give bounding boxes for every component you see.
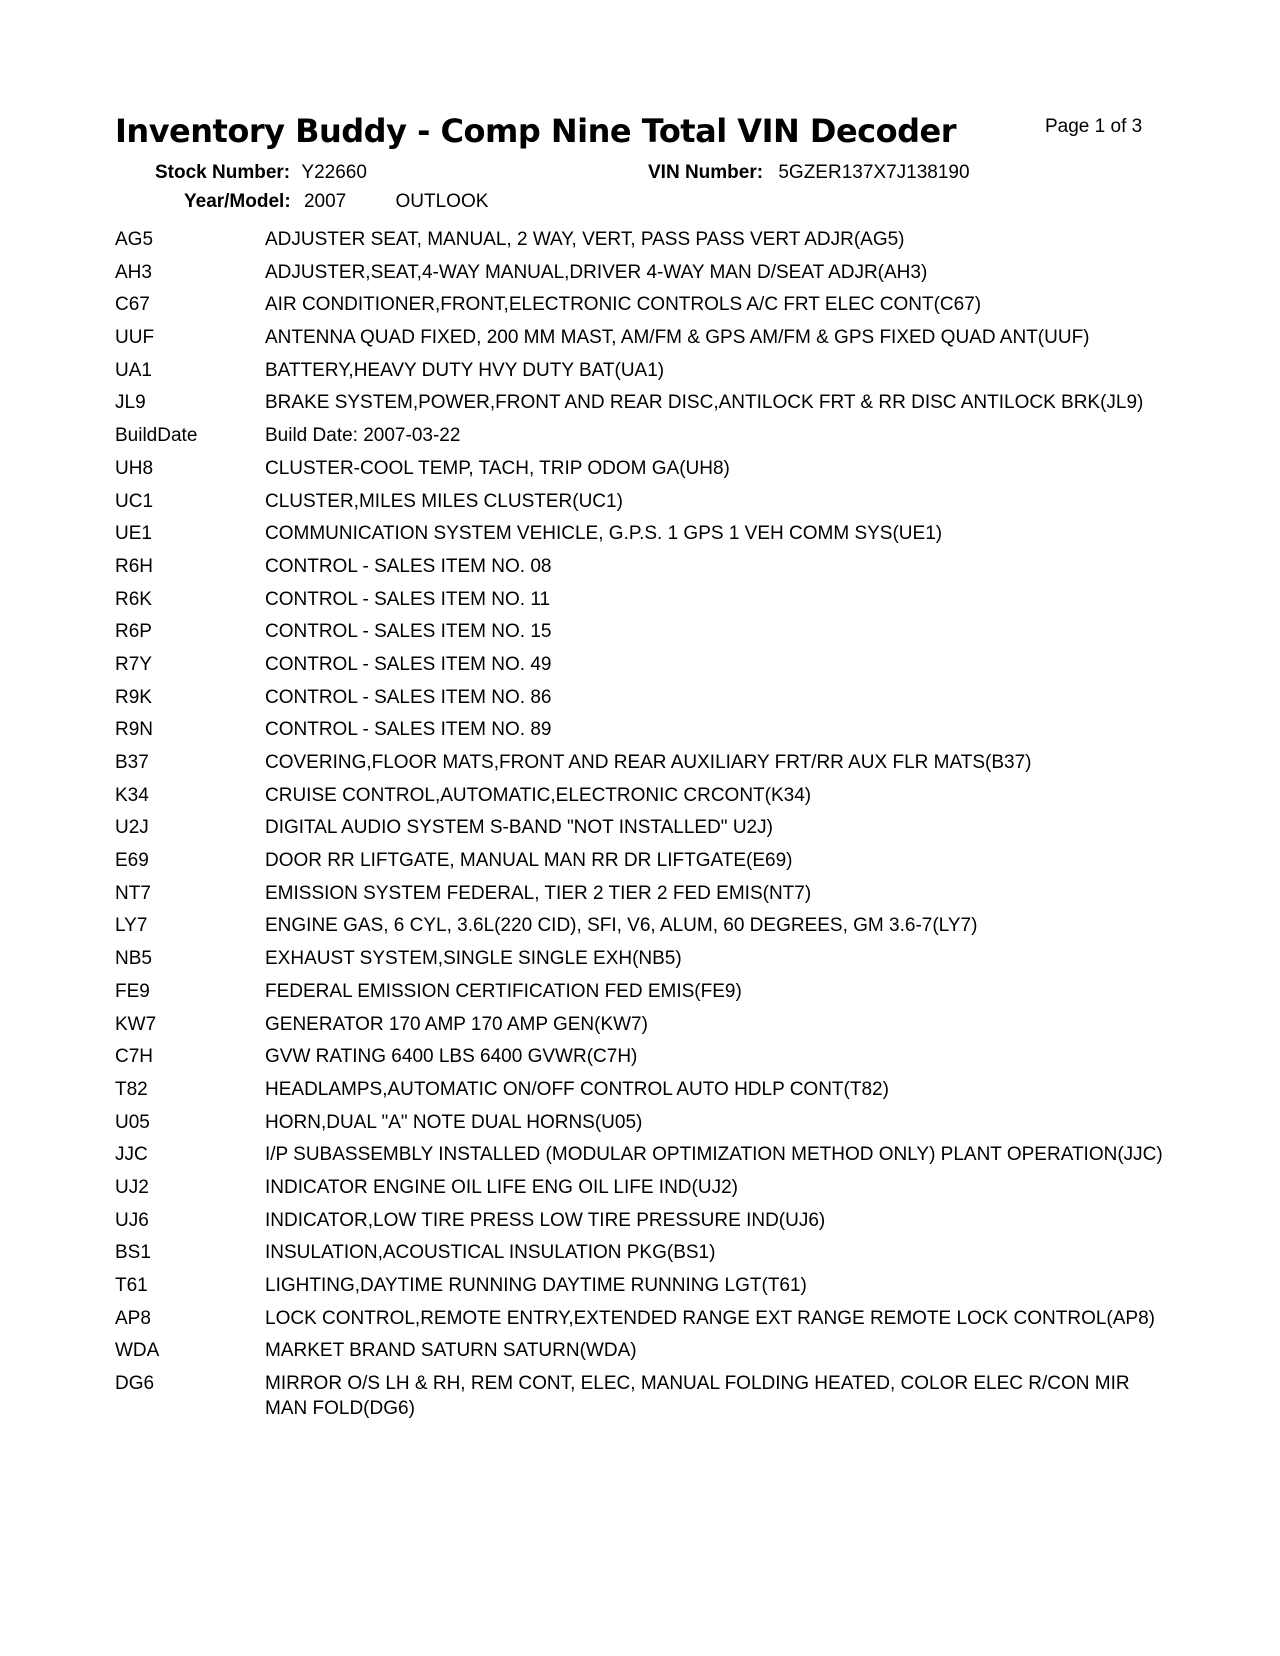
option-row: [115, 522, 1165, 547]
option-description: HORN,DUAL "A" NOTE DUAL HORNS(U05): [265, 1111, 643, 1133]
option-description: Build Date: 2007-03-22: [265, 425, 461, 447]
option-row: [115, 620, 1165, 645]
option-row: [115, 1307, 1165, 1332]
option-row: [115, 849, 1165, 874]
option-description: HEADLAMPS,AUTOMATIC ON/OFF CONTROL AUTO HDLP CONT(T82): [265, 1078, 889, 1100]
option-row: [115, 261, 1165, 286]
option-row: [115, 784, 1165, 809]
option-description: COMMUNICATION SYSTEM VEHICLE, G.P.S. 1 GPS 1 VEH COMM SYS(UE1): [265, 523, 943, 545]
model-value: OUTLOOK: [395, 191, 489, 212]
option-code-list: [115, 228, 1165, 1429]
option-row: [115, 457, 1165, 482]
stock-number-field: [155, 162, 367, 184]
option-description: BATTERY,HEAVY DUTY HVY DUTY BAT(UA1): [265, 359, 665, 381]
option-row: [115, 228, 1165, 253]
option-row: [115, 1013, 1165, 1038]
option-description: AIR CONDITIONER,FRONT,ELECTRONIC CONTROLS A/C FRT ELEC CONT(C67): [265, 294, 982, 316]
stock-number-value: Y22660: [301, 162, 367, 183]
option-description: BRAKE SYSTEM,POWER,FRONT AND REAR DISC,ANTILOCK FRT & RR DISC ANTILOCK BRK(JL9): [265, 392, 1144, 414]
option-code: UUF: [115, 327, 155, 349]
option-row: [115, 751, 1165, 776]
option-description: COVERING,FLOOR MATS,FRONT AND REAR AUXILIARY FRT/RR AUX FLR MATS(B37): [265, 752, 1032, 773]
option-description: LIGHTING,DAYTIME RUNNING DAYTIME RUNNING LGT(T61): [265, 1275, 807, 1296]
vin-number-field: [648, 162, 970, 184]
option-description: MARKET BRAND SATURN SATURN(WDA): [265, 1340, 637, 1362]
option-description: GVW RATING 6400 LBS 6400 GVWR(C7H): [265, 1046, 638, 1068]
option-code: R7Y: [115, 653, 152, 675]
option-code: R6K: [115, 588, 152, 610]
option-code: UH8: [115, 457, 154, 479]
option-code: T82: [115, 1078, 148, 1100]
vin-number-label: VIN Number:: [648, 162, 764, 183]
option-description: GENERATOR 170 AMP 170 AMP GEN(KW7): [265, 1013, 648, 1035]
option-row: [115, 1209, 1165, 1234]
option-row: [115, 718, 1165, 743]
option-description: INDICATOR ENGINE OIL LIFE ENG OIL LIFE IND(UJ2): [265, 1176, 738, 1198]
option-code: U2J: [115, 817, 149, 839]
option-code: BS1: [115, 1242, 151, 1264]
option-description: ADJUSTER,SEAT,4-WAY MANUAL,DRIVER 4-WAY MAN D/SEAT ADJR(AH3): [265, 261, 928, 283]
option-row: [115, 359, 1165, 384]
option-code: UJ6: [115, 1209, 149, 1231]
option-code: WDA: [115, 1340, 160, 1362]
option-code: UC1: [115, 490, 154, 512]
year-model-field: [184, 191, 488, 213]
option-description: CONTROL - SALES ITEM NO. 15: [265, 621, 552, 643]
option-code: R6P: [115, 621, 152, 643]
option-code: NT7: [115, 882, 151, 904]
option-row: [115, 1078, 1165, 1103]
page-number: Page 1 of 3: [1045, 116, 1143, 137]
option-code: T61: [115, 1275, 148, 1296]
option-row: [115, 1339, 1165, 1364]
option-row: [115, 1241, 1165, 1266]
option-code: E69: [115, 850, 149, 872]
option-description: CLUSTER,MILES MILES CLUSTER(UC1): [265, 490, 623, 512]
option-description: INSULATION,ACOUSTICAL INSULATION PKG(BS1): [265, 1242, 716, 1264]
option-code: U05: [115, 1111, 150, 1133]
option-code: AG5: [115, 229, 154, 250]
option-description: CONTROL - SALES ITEM NO. 11: [265, 588, 551, 610]
option-code: C7H: [115, 1046, 154, 1068]
option-row: [115, 816, 1165, 841]
option-row: [115, 391, 1165, 416]
option-code: R9K: [115, 686, 152, 708]
option-row: [115, 1176, 1165, 1201]
option-code: R9N: [115, 719, 154, 741]
option-description: MIRROR O/S LH & RH, REM CONT, ELEC, MANUAL FOLDING HEATED, COLOR ELEC R/CON MIR MAN FOLD(DG6): [265, 1373, 1130, 1419]
option-description: ANTENNA QUAD FIXED, 200 MM MAST, AM/FM & GPS AM/FM & GPS FIXED QUAD ANT(UUF): [265, 327, 1090, 349]
option-description: CRUISE CONTROL,AUTOMATIC,ELECTRONIC CRCONT(K34): [265, 784, 812, 806]
option-code: KW7: [115, 1013, 157, 1035]
option-row: [115, 980, 1165, 1005]
option-row: [115, 947, 1165, 972]
option-row: [115, 588, 1165, 613]
option-code: UJ2: [115, 1176, 149, 1198]
option-code: NB5: [115, 948, 152, 970]
stock-number-label: Stock Number:: [155, 162, 291, 183]
option-description: ADJUSTER SEAT, MANUAL, 2 WAY, VERT, PASS PASS VERT ADJR(AG5): [265, 229, 905, 250]
option-code: K34: [115, 784, 149, 806]
option-description: LOCK CONTROL,REMOTE ENTRY,EXTENDED RANGE EXT RANGE REMOTE LOCK CONTROL(AP8): [265, 1307, 1155, 1329]
option-row: [115, 1143, 1165, 1168]
option-description: DIGITAL AUDIO SYSTEM S-BAND "NOT INSTALLED" U2J): [265, 817, 773, 839]
option-code: FE9: [115, 980, 150, 1002]
option-row: [115, 686, 1165, 711]
year-model-label: Year/Model:: [184, 191, 291, 212]
option-row: [115, 1274, 1165, 1299]
option-code: AH3: [115, 261, 152, 283]
option-description: CONTROL - SALES ITEM NO. 86: [265, 686, 552, 708]
document-title: Inventory Buddy - Comp Nine Total VIN Decoder: [115, 112, 956, 150]
option-row: [115, 490, 1165, 515]
option-row: [115, 914, 1165, 939]
option-row: [115, 653, 1165, 678]
option-description: FEDERAL EMISSION CERTIFICATION FED EMIS(FE9): [265, 980, 742, 1002]
option-code: UA1: [115, 359, 152, 381]
option-code: UE1: [115, 523, 152, 545]
option-row: [115, 1045, 1165, 1070]
option-description: CONTROL - SALES ITEM NO. 49: [265, 653, 552, 675]
option-code: C67: [115, 294, 150, 316]
year-value: 2007: [303, 191, 347, 212]
option-row: [115, 882, 1165, 907]
vin-number-value: 5GZER137X7J138190: [778, 162, 970, 183]
option-description: ENGINE GAS, 6 CYL, 3.6L(220 CID), SFI, V6, ALUM, 60 DEGREES, GM 3.6-7(LY7): [265, 915, 978, 937]
option-description: CLUSTER-COOL TEMP, TACH, TRIP ODOM GA(UH8): [265, 457, 730, 479]
option-code: BuildDate: [115, 425, 198, 447]
option-row: [115, 555, 1165, 580]
option-code: JJC: [115, 1144, 148, 1166]
option-code: B37: [115, 752, 149, 773]
option-description: INDICATOR,LOW TIRE PRESS LOW TIRE PRESSURE IND(UJ6): [265, 1209, 826, 1231]
option-code: AP8: [115, 1307, 151, 1329]
option-code: LY7: [115, 915, 148, 937]
option-description: DOOR RR LIFTGATE, MANUAL MAN RR DR LIFTGATE(E69): [265, 850, 793, 872]
option-code: DG6: [115, 1373, 155, 1395]
option-row: [115, 293, 1165, 318]
option-description: EXHAUST SYSTEM,SINGLE SINGLE EXH(NB5): [265, 948, 682, 970]
option-code: JL9: [115, 392, 146, 414]
option-row: [115, 1111, 1165, 1136]
option-description: CONTROL - SALES ITEM NO. 89: [265, 719, 552, 741]
option-row: [115, 1372, 1165, 1421]
option-description: CONTROL - SALES ITEM NO. 08: [265, 555, 552, 577]
option-description: EMISSION SYSTEM FEDERAL, TIER 2 TIER 2 FED EMIS(NT7): [265, 882, 812, 904]
option-row: [115, 326, 1165, 351]
option-description: I/P SUBASSEMBLY INSTALLED (MODULAR OPTIMIZATION METHOD ONLY) PLANT OPERATION(JJC): [265, 1144, 1163, 1166]
option-row: [115, 424, 1165, 449]
option-code: R6H: [115, 555, 154, 577]
